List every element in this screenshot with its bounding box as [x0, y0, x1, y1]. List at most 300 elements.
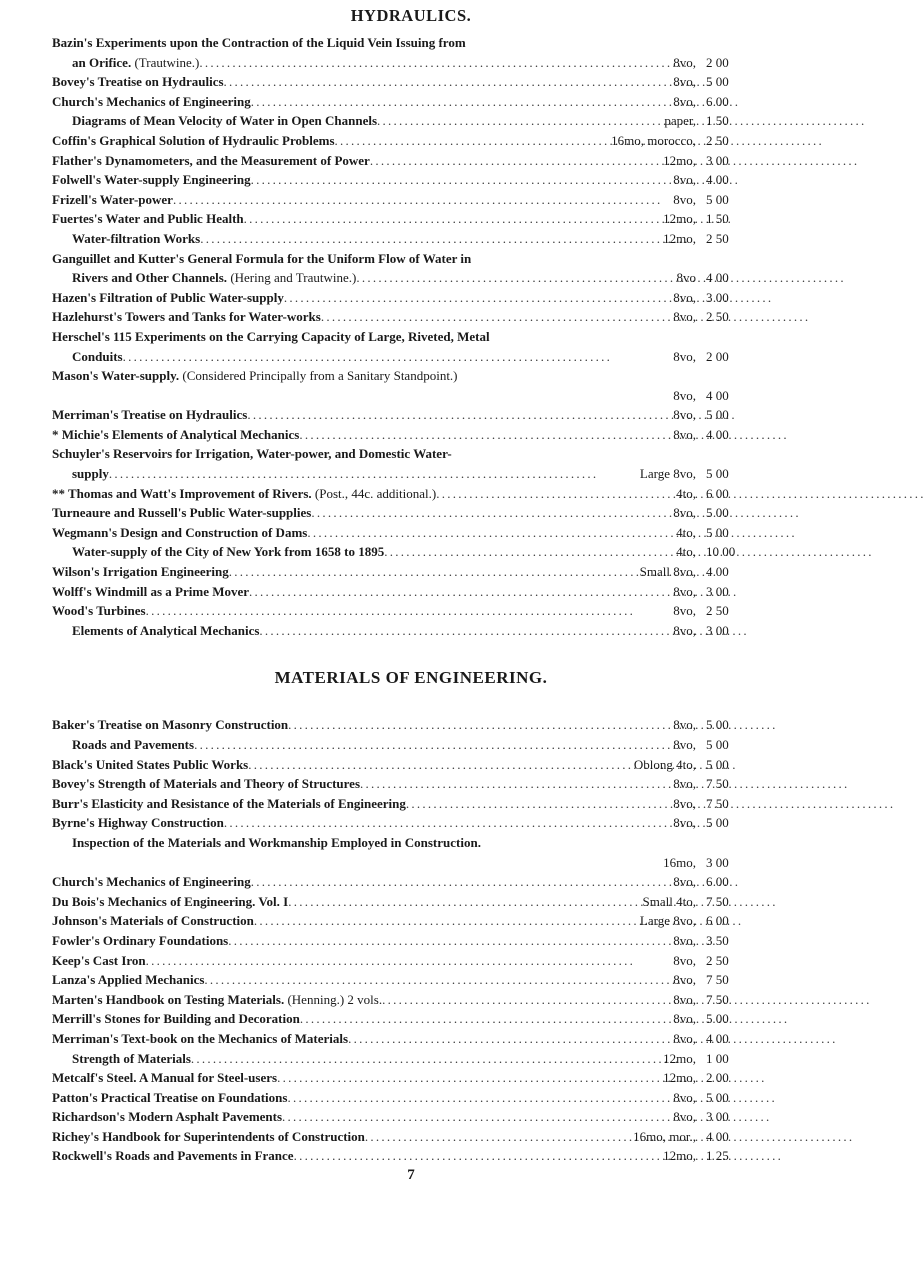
book-title: [52, 288, 284, 308]
book-price: 7 50: [706, 795, 729, 811]
book-entry: [52, 794, 770, 814]
page-number: 7: [407, 1167, 415, 1184]
book-title: [52, 190, 173, 210]
book-price: 5 00: [706, 1011, 729, 1027]
book-format: 8vo,: [673, 172, 696, 188]
book-price: 7 50: [706, 893, 729, 909]
book-entry: [52, 33, 770, 53]
book-title: [52, 1127, 365, 1147]
book-title: [52, 735, 194, 755]
book-entry: [52, 405, 770, 425]
book-format: 8vo,: [673, 603, 696, 619]
book-price: 1 50: [706, 211, 729, 227]
book-title-text: Coffin's Graphical Solution of Hydraulic Problems: [52, 132, 335, 148]
dot-leader: [224, 813, 673, 833]
dot-leader: [377, 111, 664, 131]
book-format: 8vo,: [673, 74, 696, 90]
book-title-text: Ganguillet and Kutter's General Formula for the Uniform Flow of Water in: [52, 250, 472, 266]
book-price: 5 00: [706, 191, 729, 207]
book-title: [52, 774, 360, 794]
book-title-text: Inspection of the Materials and Workmanship Employed in Construction.: [72, 834, 481, 850]
book-format: 16mo, morocco,: [611, 132, 696, 148]
book-entry: [52, 229, 770, 249]
book-price: 7 50: [706, 972, 729, 988]
book-price: 4 00: [706, 426, 729, 442]
book-format: 16mo,: [663, 854, 696, 870]
dot-leader: [288, 892, 642, 912]
book-title: [52, 425, 299, 445]
book-entry: [52, 582, 770, 602]
book-title-text: Metcalf's Steel. A Manual for Steel-users: [52, 1070, 278, 1086]
book-title: [52, 111, 377, 131]
dot-leader: [335, 131, 612, 151]
book-title-text: Lanza's Applied Mechanics: [52, 972, 205, 988]
dot-leader: [228, 931, 673, 951]
book-format: 12mo,: [663, 211, 696, 227]
book-title-text: Strength of Materials: [72, 1050, 191, 1066]
dot-leader: [356, 268, 676, 288]
book-price: 1 00: [706, 1050, 729, 1066]
book-format: 8vo,: [673, 1089, 696, 1105]
book-title: [52, 209, 244, 229]
book-title: [52, 755, 248, 775]
book-title-text: Church's Mechanics of Engineering: [52, 93, 251, 109]
book-title: [52, 366, 696, 386]
dot-leader: [287, 1088, 673, 1108]
book-title-text: Bovey's Treatise on Hydraulics: [52, 74, 224, 90]
book-title: [52, 503, 311, 523]
book-entry: [52, 735, 770, 755]
book-entry: [52, 72, 770, 92]
book-title: [52, 911, 254, 931]
book-format: 8vo,: [673, 776, 696, 792]
book-format: 8vo,: [673, 583, 696, 599]
book-title: [52, 715, 288, 735]
book-note: (Trautwine.): [131, 54, 200, 70]
book-title-text: Wood's Turbines: [52, 603, 146, 619]
book-title-text: Merriman's Treatise on Hydraulics: [52, 407, 248, 423]
book-title-text: Frizell's Water-power: [52, 191, 173, 207]
book-entry: [52, 1088, 770, 1108]
dot-leader: [254, 911, 640, 931]
book-price: 7 50: [706, 991, 729, 1007]
book-price: 10 00: [706, 544, 736, 560]
book-title-text: Du Bois's Mechanics of Engineering. Vol. I: [52, 893, 289, 909]
book-entry: [52, 542, 770, 562]
book-entry: [52, 151, 770, 171]
book-title: [52, 833, 696, 853]
book-price: 3 50: [706, 932, 729, 948]
book-note: (Post., 44c. additional.): [311, 485, 437, 501]
book-entry: [52, 562, 770, 582]
dot-leader: [191, 1049, 663, 1069]
dot-leader: [146, 951, 674, 971]
book-format: 4to,: [676, 485, 696, 501]
book-entry: [52, 425, 770, 445]
book-price: 2 50: [706, 952, 729, 968]
book-entry: [52, 523, 770, 543]
book-price: 2 50: [706, 132, 729, 148]
book-title-text: Fuertes's Water and Public Health: [52, 211, 244, 227]
book-title: [52, 464, 109, 484]
book-price: 4 00: [706, 1030, 729, 1046]
dot-leader: [307, 523, 676, 543]
book-title: [52, 1107, 282, 1127]
book-title: [52, 53, 199, 73]
book-price: 4 00: [706, 1128, 729, 1144]
dot-leader: [247, 405, 673, 425]
dot-leader: [299, 425, 673, 445]
book-price: 5 00: [706, 717, 729, 733]
dot-leader: [259, 621, 673, 641]
book-title: [52, 523, 307, 543]
book-entry: [52, 911, 770, 931]
book-entry: [52, 601, 770, 621]
book-entry: [52, 853, 770, 873]
book-price: 3 00: [706, 289, 729, 305]
book-title-text: Baker's Treatise on Masonry Construction: [52, 717, 289, 733]
book-title: [52, 1049, 191, 1069]
book-entry: [52, 503, 770, 523]
dot-leader: [204, 970, 673, 990]
book-entry: [52, 386, 770, 406]
book-title-text: Wegmann's Design and Construction of Dams: [52, 524, 308, 540]
book-entry: [52, 53, 770, 73]
book-title-text: Turneaure and Russell's Public Water-supplies: [52, 505, 312, 521]
dot-leader: [370, 151, 663, 171]
book-title: [52, 951, 146, 971]
book-entry: [52, 111, 770, 131]
book-entry: [52, 288, 770, 308]
book-note: (Considered Principally from a Sanitary Standpoint.): [179, 368, 458, 384]
book-price: 2 50: [706, 309, 729, 325]
book-format: 8vo,: [673, 991, 696, 1007]
book-title-text: Roads and Pavements: [72, 737, 195, 752]
book-format: 4to,: [676, 524, 696, 540]
book-title-text: Hazen's Filtration of Public Water-supply: [52, 289, 284, 305]
book-title: [52, 151, 370, 171]
book-price: 5 00: [706, 505, 729, 521]
book-price: 5 00: [706, 1089, 729, 1105]
book-title-text: Hazlehurst's Towers and Tanks for Water-works: [52, 309, 321, 325]
book-title-text: * Michie's Elements of Analytical Mechanics: [52, 426, 300, 442]
book-format: 12mo,: [663, 152, 696, 168]
book-entry: [52, 970, 770, 990]
book-entry: [52, 872, 770, 892]
book-title-text: Herschel's 115 Experiments on the Carrying Capacity of Large, Riveted, Metal: [52, 328, 490, 344]
book-title-text: Folwell's Water-supply Engineering: [52, 172, 251, 188]
dot-leader: [244, 209, 663, 229]
hydraulics-book-list: [52, 33, 770, 640]
book-price: 5 00: [706, 407, 729, 423]
book-title: [52, 249, 696, 269]
book-price: 4 00: [706, 387, 729, 403]
book-title-text: Bazin's Experiments upon the Contraction of the Liquid Vein Issuing from: [52, 35, 466, 50]
dot-leader: [249, 582, 673, 602]
book-entry: [52, 833, 770, 853]
book-note: (Hering and Trautwine.): [227, 270, 357, 286]
book-entry: [52, 1127, 770, 1147]
book-format: 8vo,: [673, 1109, 696, 1125]
book-entry: [52, 484, 770, 504]
book-title-text: supply: [72, 466, 109, 482]
book-format: 8vo,: [673, 874, 696, 890]
book-format: 8vo,: [673, 387, 696, 403]
book-title: [52, 268, 356, 288]
book-title-text: an Orifice.: [72, 54, 132, 70]
book-price: 2 50: [706, 230, 729, 246]
dot-leader: [248, 755, 634, 775]
dot-leader: [224, 72, 674, 92]
book-title-text: Byrne's Highway Construction: [52, 815, 224, 831]
book-title-text: Richardson's Modern Asphalt Pavements: [52, 1109, 283, 1125]
book-entry: [52, 347, 770, 367]
dot-leader: [294, 1146, 664, 1166]
book-title: [52, 72, 224, 92]
dot-leader: [288, 715, 673, 735]
book-title-text: Rivers and Other Channels.: [72, 270, 228, 286]
book-title: [52, 542, 384, 562]
book-title: [52, 347, 123, 367]
book-entry: [52, 268, 770, 288]
book-price: 6 00: [706, 485, 729, 501]
book-format: 8vo,: [673, 407, 696, 423]
dot-leader: [199, 53, 673, 73]
book-format: paper,: [664, 113, 696, 129]
book-title-text: Schuyler's Reservoirs for Irrigation, Water-power, and Domestic Water-: [52, 446, 452, 462]
book-price: 1 25: [706, 1148, 729, 1164]
dot-leader: [384, 542, 676, 562]
book-price: 4 00: [706, 270, 729, 286]
book-entry: [52, 813, 770, 833]
book-title: [52, 327, 696, 347]
book-title-text: Richey's Handbook for Superintendents of Construction: [52, 1128, 365, 1144]
book-format: 8vo,: [673, 795, 696, 811]
book-title: [52, 1146, 294, 1166]
book-title: [52, 484, 436, 504]
book-format: Small 4to,: [642, 893, 696, 909]
book-format: 16mo, mor.,: [633, 1128, 696, 1144]
dot-leader: [436, 484, 676, 504]
book-entry: [52, 1146, 770, 1166]
book-title-text: Bovey's Strength of Materials and Theory of Structures: [52, 776, 361, 792]
materials-book-list: [52, 715, 770, 1166]
book-format: 8vo,: [673, 93, 696, 109]
book-format: 8vo,: [673, 932, 696, 948]
book-title: [52, 229, 200, 249]
book-entry: [52, 444, 770, 464]
book-title-text: Mason's Water-supply.: [52, 368, 180, 384]
book-title-text: Elements of Analytical Mechanics: [72, 622, 260, 638]
book-format: 8vo,: [673, 505, 696, 521]
book-entry: [52, 170, 770, 190]
book-format: 8vo,: [673, 952, 696, 968]
dot-leader: [251, 170, 674, 190]
book-title-text: Diagrams of Mean Velocity of Water in Open Channels: [72, 113, 378, 129]
book-title: [52, 601, 146, 621]
book-title: [52, 872, 251, 892]
book-title: [52, 931, 228, 951]
book-format: 8vo,: [673, 972, 696, 988]
book-entry: [52, 951, 770, 971]
book-title-text: Flather's Dynamometers, and the Measurement of Power: [52, 152, 370, 168]
book-entry: [52, 1107, 770, 1127]
book-title: [52, 131, 335, 151]
book-title: [52, 794, 406, 814]
book-format: 8vo,: [673, 622, 696, 638]
book-title: [52, 444, 696, 464]
dot-leader: [109, 464, 640, 484]
book-entry: [52, 249, 770, 269]
book-title-text: Fowler's Ordinary Foundations: [52, 932, 229, 948]
dot-leader: [284, 288, 673, 308]
book-title-text: Merrill's Stones for Building and Decoration: [52, 1011, 300, 1027]
book-entry: [52, 774, 770, 794]
dot-leader: [321, 307, 673, 327]
book-price: 5 00: [706, 737, 729, 752]
book-price: 4 00: [706, 172, 729, 188]
book-title-text: Wilson's Irrigation Engineering: [52, 564, 229, 580]
book-price: 7 50: [706, 776, 729, 792]
book-note: (Henning.) 2 vols.: [284, 991, 383, 1007]
book-entry: [52, 621, 770, 641]
book-title-text: Marten's Handbook on Testing Materials.: [52, 991, 285, 1007]
dot-leader: [277, 1068, 663, 1088]
book-price: 6 00: [706, 874, 729, 890]
book-format: 8vo,: [673, 191, 696, 207]
book-entry: [52, 1029, 770, 1049]
book-price: 2 00: [706, 348, 729, 364]
dot-leader: [300, 1009, 673, 1029]
section-heading-materials: MATERIALS OF ENGINEERING.: [274, 668, 548, 688]
book-title: [52, 970, 204, 990]
book-title-text: Burr's Elasticity and Resistance of the Materials of Engineering: [52, 795, 406, 811]
book-title-text: Black's United States Public Works: [52, 756, 249, 772]
dot-leader: [251, 92, 674, 112]
book-format: Oblong 4to,: [633, 756, 696, 772]
dot-leader: [123, 347, 674, 367]
dot-leader: [173, 190, 673, 210]
book-format: 8vo,: [673, 737, 696, 752]
book-title-text: Conduits: [72, 348, 123, 364]
book-format: 8vo,: [673, 1030, 696, 1046]
book-format: 8vo,: [673, 426, 696, 442]
book-price: 3 00: [706, 854, 729, 870]
book-format: 12mo,: [663, 1070, 696, 1086]
book-price: 3 00: [706, 583, 729, 599]
book-title: [52, 1029, 348, 1049]
book-entry: [52, 464, 770, 484]
book-price: 2 50: [706, 603, 729, 619]
dot-leader: [146, 601, 674, 621]
book-title: [52, 892, 288, 912]
book-title: [52, 1009, 300, 1029]
book-format: 8vo,: [673, 717, 696, 733]
book-price: 1 50: [706, 113, 729, 129]
book-price: 6 00: [706, 93, 729, 109]
book-price: 3 00: [706, 1109, 729, 1125]
book-format: 12mo,: [663, 230, 696, 246]
book-title: [52, 307, 321, 327]
book-entry: [52, 366, 770, 386]
book-title-text: Wolff's Windmill as a Prime Mover: [52, 583, 250, 599]
book-price: 6 00: [706, 913, 729, 929]
book-entry: [52, 190, 770, 210]
book-title: [52, 621, 259, 641]
dot-leader: [348, 1029, 673, 1049]
book-format: 8vo,: [673, 815, 696, 831]
book-entry: [52, 1068, 770, 1088]
dot-leader: [200, 229, 663, 249]
book-title-text: Merriman's Text-book on the Mechanics of Materials: [52, 1030, 349, 1046]
dot-leader: [382, 990, 673, 1010]
book-price: 3 00: [706, 622, 729, 638]
book-entry: [52, 1049, 770, 1069]
dot-leader: [360, 774, 673, 794]
book-title-text: ** Thomas and Watt's Improvement of Rivers.: [52, 485, 312, 501]
book-format: Large 8vo,: [639, 466, 696, 482]
book-title-text: Church's Mechanics of Engineering: [52, 874, 251, 890]
book-title-text: Patton's Practical Treatise on Foundations: [52, 1089, 288, 1105]
book-format: 12mo,: [663, 1148, 696, 1164]
book-title: [52, 33, 696, 53]
book-price: 5 00: [706, 466, 729, 482]
book-format: 12mo,: [663, 1050, 696, 1066]
book-entry: [52, 327, 770, 347]
book-price: 5 00: [706, 756, 729, 772]
book-entry: [52, 715, 770, 735]
book-entry: [52, 990, 770, 1010]
book-price: 2 00: [706, 54, 729, 70]
dot-leader: [406, 794, 673, 814]
book-entry: [52, 1009, 770, 1029]
book-title: [52, 170, 251, 190]
book-format: 8vo,: [673, 289, 696, 305]
book-title-text: Rockwell's Roads and Pavements in France: [52, 1148, 294, 1164]
book-title: [52, 1088, 287, 1108]
book-title: [52, 405, 247, 425]
book-title: [52, 562, 229, 582]
book-price: 4 00: [706, 564, 729, 580]
book-title-text: Water-supply of the City of New York from 1658 to 1895: [72, 544, 385, 560]
book-entry: [52, 307, 770, 327]
book-title-text: Keep's Cast Iron: [52, 952, 146, 968]
book-price: 5 00: [706, 815, 729, 831]
book-title: [52, 92, 251, 112]
dot-leader: [311, 503, 673, 523]
book-title: [52, 582, 249, 602]
book-format: 8vo,: [673, 348, 696, 364]
book-format: Large 8vo,: [639, 913, 696, 929]
book-format: 8vo,: [673, 54, 696, 70]
dot-leader: [229, 562, 640, 582]
dot-leader: [194, 735, 673, 755]
dot-leader: [282, 1107, 673, 1127]
book-entry: [52, 892, 770, 912]
section-heading-hydraulics: HYDRAULICS.: [350, 6, 472, 25]
book-entry: [52, 92, 770, 112]
book-entry: [52, 755, 770, 775]
book-title-text: Water-filtration Works: [72, 230, 201, 246]
dot-leader: [365, 1127, 633, 1147]
book-format: 8vo,: [673, 1011, 696, 1027]
book-format: Small 8vo,: [639, 564, 696, 580]
book-entry: [52, 131, 770, 151]
book-format: 4to,: [676, 544, 696, 560]
book-title: [52, 990, 382, 1010]
book-entry: [52, 931, 770, 951]
book-entry: [52, 209, 770, 229]
